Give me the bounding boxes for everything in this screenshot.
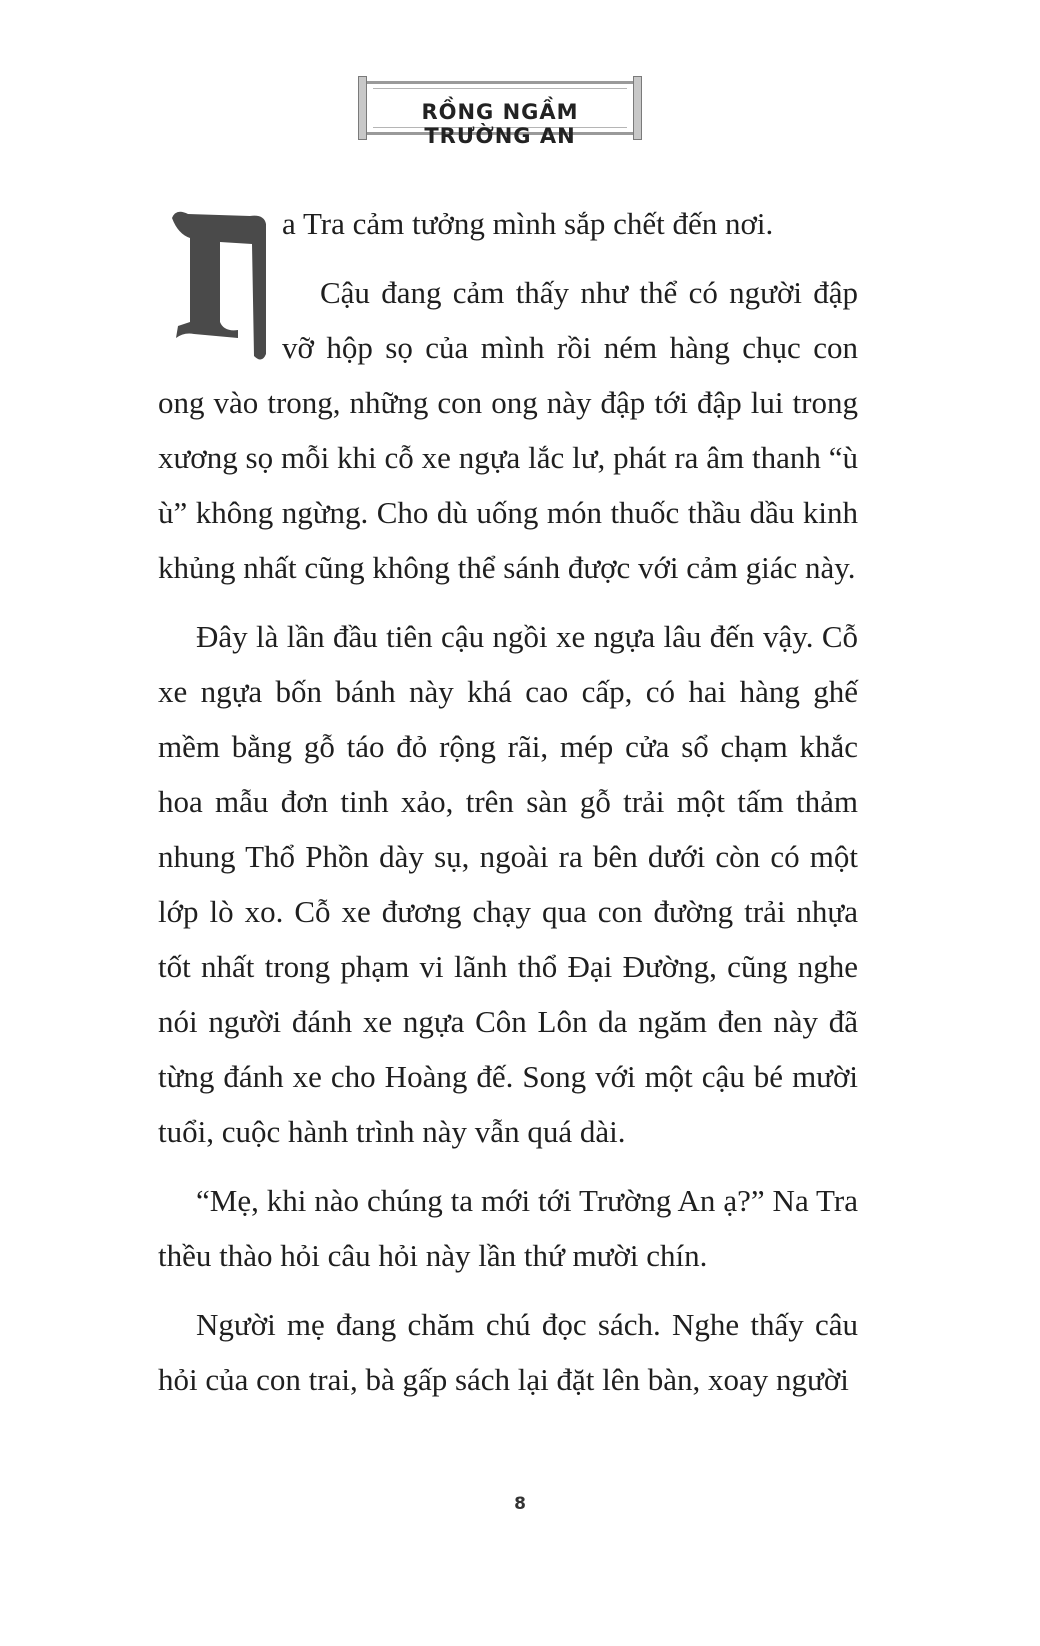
paragraph-2: Cậu đang cảm thấy như thể có người đập vỡ hộp sọ của mình rồi ném hàng chục con ong vào trong, những con ong này đập tới đập lui trong xương sọ mỗi khi cỗ xe ngựa lắc lư, phát ra âm thanh “ù ù” không ngừng. Cho dù uống món thuốc thầu dầu kinh khủng nhất cũng không thể sánh được với cảm giác này.: [158, 275, 858, 585]
header-scroll-left-roller: [358, 76, 367, 140]
paragraph-4: “Mẹ, khi nào chúng ta mới tới Trường An ạ?” Na Tra thều thào hỏi câu hỏi này lần thứ mười chín.: [158, 1183, 858, 1273]
paragraph-5: Người mẹ đang chăm chú đọc sách. Nghe thấy câu hỏi của con trai, bà gấp sách lại đặt lên bàn, xoay người: [158, 1307, 858, 1397]
drop-cap-n-glyph: [154, 204, 276, 366]
drop-cap-letter: [154, 366, 155, 367]
running-header: [358, 76, 642, 148]
page-number: 8: [514, 1494, 526, 1514]
paragraph-1-text: a Tra cảm tưởng mình sắp chết đến nơi.: [282, 206, 774, 241]
paragraph-1: [158, 196, 858, 251]
body-text: [158, 196, 858, 1421]
book-title: RỒNG NGẦM TRƯỜNG AN: [421, 100, 579, 148]
paragraph-3: Đây là lần đầu tiên cậu ngồi xe ngựa lâu đến vậy. Cỗ xe ngựa bốn bánh này khá cao cấp, có hai hàng ghế mềm bằng gỗ táo đỏ rộng rãi, mép cửa sổ chạm khắc hoa mẫu đơn tinh xảo, trên sàn gỗ trải một tấm thảm nhung Thổ Phồn dày sụ, ngoài ra bên dưới còn có một lớp lò xo. Cỗ xe đương chạy qua con đường trải nhựa tốt nhất trong phạm vi lãnh thổ Đại Đường, cũng nghe nói người đánh xe ngựa Côn Lôn da ngăm đen này đã từng đánh xe cho Hoàng đế. Song với một cậu bé mười tuổi, cuộc hành trình này vẫn quá dài.: [158, 619, 858, 1149]
header-scroll-panel: [367, 81, 633, 148]
header-scroll-right-roller: [633, 76, 642, 140]
drop-cap: [154, 204, 276, 366]
